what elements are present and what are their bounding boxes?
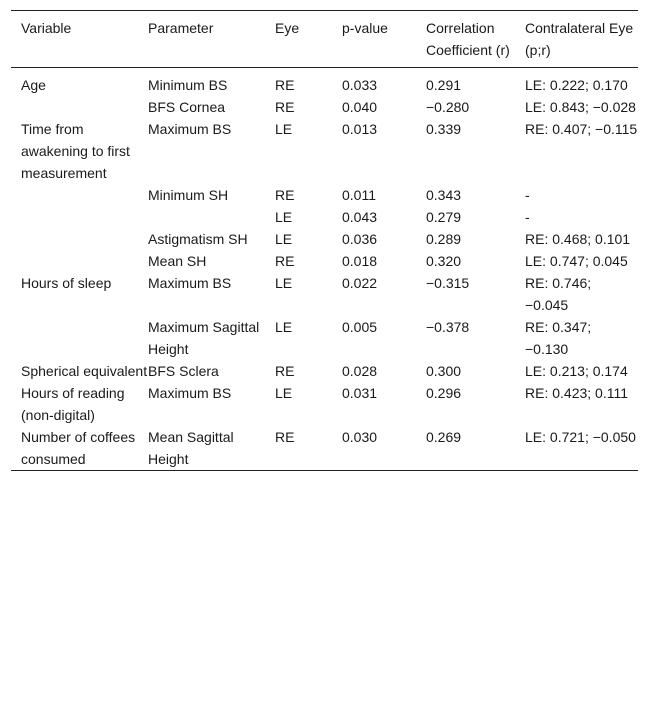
cell-parameter: Maximum BS [148,275,232,291]
header-eye: Eye [275,20,300,36]
table-body [11,68,638,471]
table-row [11,206,638,228]
cell-parameter: Maximum Sagittal Height [148,319,260,357]
cell-variable: Time from awakening to first measurement [21,121,130,181]
header-row [11,11,638,68]
table-row [11,272,638,316]
cell-p-value: 0.005 [342,319,378,335]
cell-correlation-coefficient: −0.315 [426,275,470,291]
cell-eye: LE [275,231,293,247]
cell-eye: LE [275,319,293,335]
table-row [11,68,638,97]
cell-variable [11,316,148,360]
cell-eye: RE [275,187,295,203]
table-row [11,382,638,426]
cell-parameter: Maximum BS [148,121,232,137]
cell-p-value: 0.043 [342,209,378,225]
cell-eye: RE [275,99,295,115]
cell-contralateral-eye: - [525,209,530,225]
cell-eye: RE [275,253,295,269]
cell-correlation-coefficient: 0.343 [426,187,462,203]
cell-p-value: 0.036 [342,231,378,247]
cell-parameter: Minimum SH [148,187,229,203]
cell-contralateral-eye: LE: 0.747; 0.045 [525,253,628,269]
cell-eye: LE [275,121,293,137]
cell-correlation-coefficient: 0.339 [426,121,462,137]
cell-p-value: 0.011 [342,187,376,203]
cell-contralateral-eye: RE: 0.746; −0.045 [525,275,592,313]
cell-contralateral-eye: RE: 0.468; 0.101 [525,231,631,247]
cell-correlation-coefficient: 0.291 [426,77,462,93]
cell-correlation-coefficient: 0.296 [426,385,462,401]
cell-p-value: 0.013 [342,121,378,137]
cell-parameter: BFS Cornea [148,99,226,115]
cell-p-value: 0.030 [342,429,378,445]
table-row [11,250,638,272]
cell-variable [11,184,148,206]
cell-p-value: 0.022 [342,275,378,291]
cell-p-value: 0.018 [342,253,378,269]
cell-p-value: 0.033 [342,77,378,93]
cell-eye: LE [275,209,293,225]
table-row [11,228,638,250]
cell-contralateral-eye: LE: 0.222; 0.170 [525,77,628,93]
correlation-table [11,10,638,471]
cell-contralateral-eye: RE: 0.347; −0.130 [525,319,592,357]
cell-contralateral-eye: LE: 0.843; −0.028 [525,99,636,115]
cell-variable: Number of coffees consumed [21,429,136,467]
header-correlation-coefficient: Correlation Coefficient (r) [426,20,510,58]
cell-correlation-coefficient: −0.280 [426,99,470,115]
table-row [11,360,638,382]
header-contralateral-eye: Contralateral Eye (p;r) [525,20,634,58]
cell-parameter [148,206,275,228]
cell-contralateral-eye: LE: 0.213; 0.174 [525,363,628,379]
cell-variable: Age [21,77,46,93]
cell-eye: LE [275,275,293,291]
cell-eye: RE [275,363,295,379]
cell-parameter: Minimum BS [148,77,228,93]
cell-correlation-coefficient: 0.279 [426,209,462,225]
cell-parameter: Mean Sagittal Height [148,429,234,467]
cell-p-value: 0.031 [342,385,378,401]
cell-correlation-coefficient: 0.300 [426,363,462,379]
cell-parameter: BFS Sclera [148,363,219,379]
header-p-value: p-value [342,20,388,36]
cell-eye: RE [275,429,295,445]
cell-contralateral-eye: LE: 0.721; −0.050 [525,429,636,445]
cell-correlation-coefficient: 0.269 [426,429,462,445]
cell-parameter: Astigmatism SH [148,231,248,247]
cell-contralateral-eye: RE: 0.423; 0.111 [525,385,628,401]
cell-variable: Hours of reading (non-digital) [21,385,125,423]
table-row [11,96,638,118]
cell-variable [11,228,148,250]
table-header [11,11,638,68]
header-variable: Variable [21,20,72,36]
cell-contralateral-eye: RE: 0.407; −0.115 [525,121,638,137]
cell-variable: Spherical equivalent [21,363,148,379]
cell-variable [11,250,148,272]
cell-eye: LE [275,385,293,401]
table-row [11,426,638,471]
cell-variable: Hours of sleep [21,275,112,291]
cell-correlation-coefficient: 0.320 [426,253,462,269]
cell-correlation-coefficient: 0.289 [426,231,462,247]
cell-parameter: Mean SH [148,253,207,269]
cell-contralateral-eye: - [525,187,530,203]
table-row [11,316,638,360]
cell-eye: RE [275,77,295,93]
cell-parameter: Maximum BS [148,385,232,401]
cell-correlation-coefficient: −0.378 [426,319,470,335]
table-row [11,118,638,184]
table-container [11,10,638,471]
cell-p-value: 0.040 [342,99,378,115]
cell-p-value: 0.028 [342,363,378,379]
table-row [11,184,638,206]
cell-variable [11,206,148,228]
header-parameter: Parameter [148,20,214,36]
cell-variable [11,96,148,118]
